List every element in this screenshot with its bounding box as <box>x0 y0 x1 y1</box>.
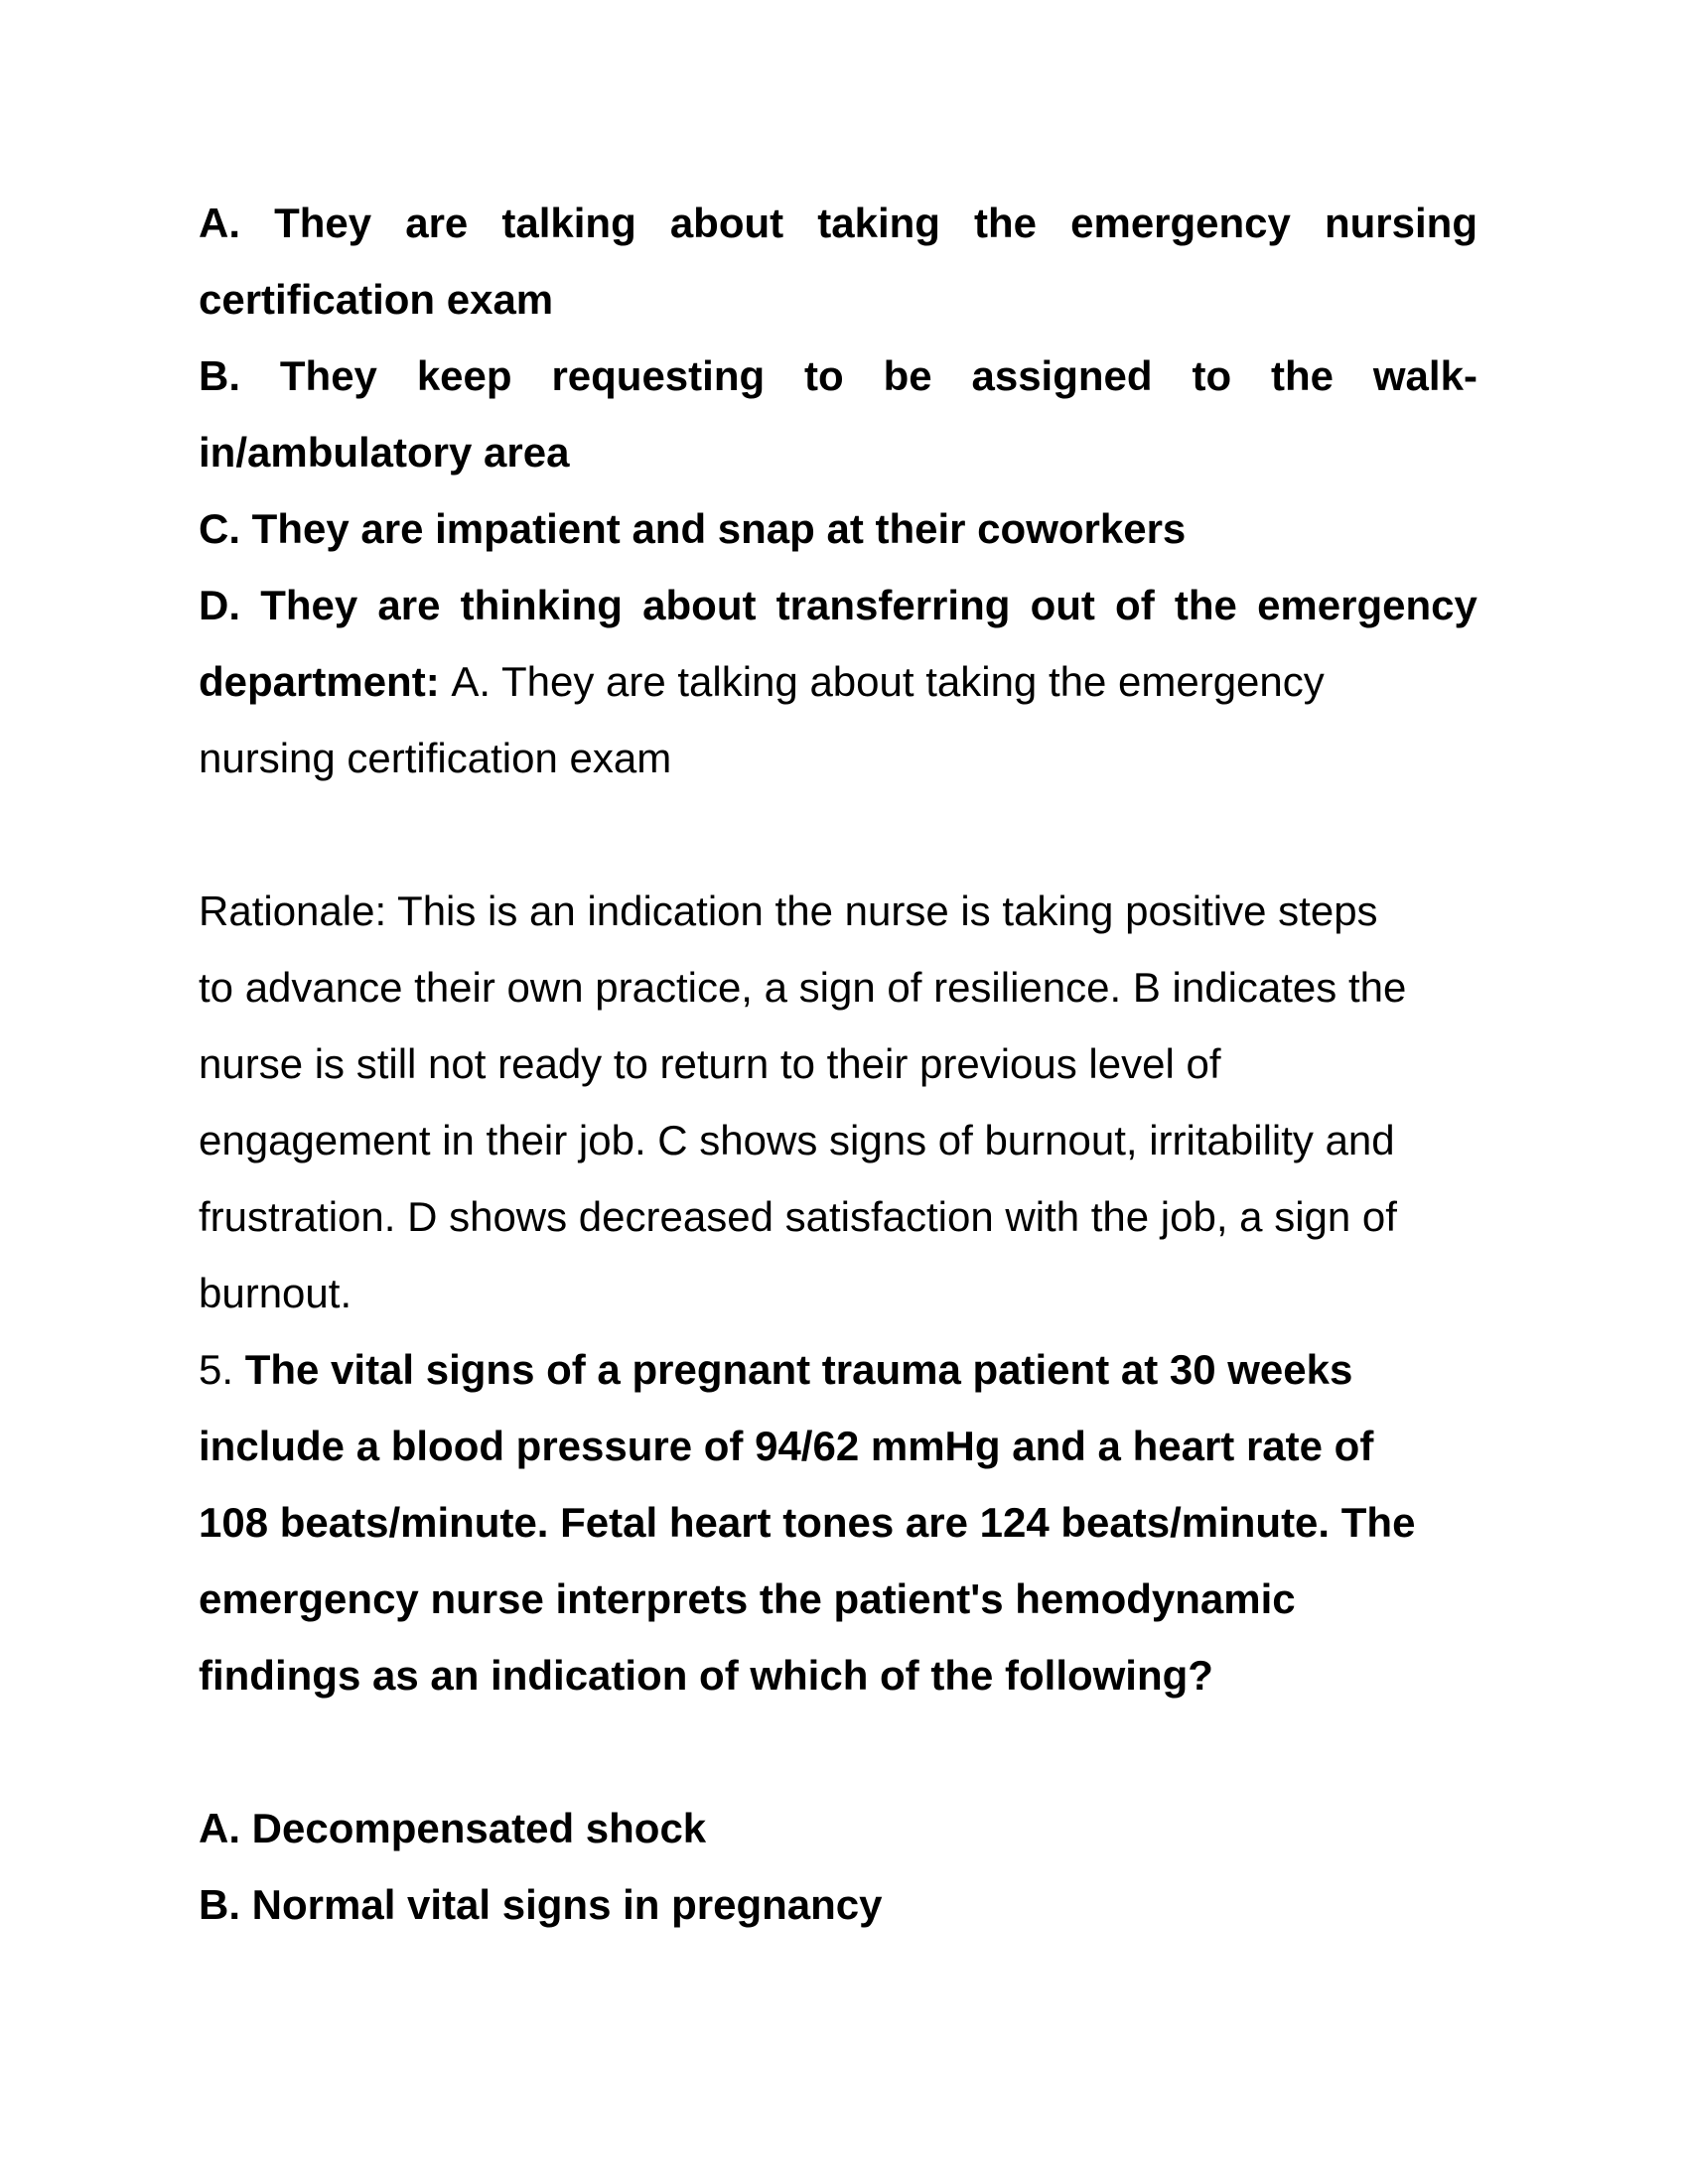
word: to <box>1192 352 1232 399</box>
blank-line-2 <box>199 1713 1477 1790</box>
word: out <box>1030 582 1095 628</box>
rationale-line-5 <box>199 1178 1477 1255</box>
word: nursing <box>1325 200 1477 246</box>
word: emergency <box>1070 200 1291 246</box>
word: They <box>260 582 358 628</box>
text-segment: C. They are impatient and snap at their coworkers <box>199 505 1187 552</box>
text-segment: B. Normal vital signs in pregnancy <box>199 1881 883 1928</box>
question-5-line-3 <box>199 1484 1477 1561</box>
question-5-line-1 <box>199 1331 1477 1408</box>
word: B. <box>199 352 240 399</box>
option-d-answer-line <box>199 643 1477 720</box>
text-segment: A. Decompensated shock <box>199 1805 707 1851</box>
word: keep <box>416 352 512 399</box>
text-segment: nurse is still not ready to return to their previous level of <box>199 1040 1221 1087</box>
word: the <box>1271 352 1334 399</box>
question-5-line-2 <box>199 1408 1477 1484</box>
word: emergency <box>1257 582 1477 628</box>
option-b-line-1 <box>199 338 1477 414</box>
q5-option-b-line <box>199 1866 1477 1943</box>
q5-option-a-line <box>199 1790 1477 1866</box>
rationale-line-3 <box>199 1025 1477 1102</box>
rationale-line-6 <box>199 1255 1477 1331</box>
text-segment: department: <box>199 658 452 705</box>
word: about <box>642 582 757 628</box>
text-segment: burnout. <box>199 1270 352 1316</box>
word: are <box>405 200 469 246</box>
text-segment: 108 beats/minute. Fetal heart tones are 124 beats/minute. The <box>199 1499 1416 1546</box>
word: walk- <box>1372 352 1477 399</box>
option-d-line-1 <box>199 567 1477 643</box>
word: taking <box>817 200 940 246</box>
word: to <box>804 352 844 399</box>
rationale-line-1 <box>199 873 1477 949</box>
word: transferring <box>775 582 1011 628</box>
word: are <box>377 582 441 628</box>
word: of <box>1115 582 1155 628</box>
rationale-line-4 <box>199 1102 1477 1178</box>
blank-line-1 <box>199 796 1477 873</box>
text-segment: nursing certification exam <box>199 735 672 781</box>
text-segment: A. They are talking about taking the emergency <box>451 658 1325 705</box>
text-segment: Rationale: This is an indication the nurse is taking positive steps <box>199 887 1378 934</box>
text-segment: emergency nurse interprets the patient's hemodynamic <box>199 1575 1296 1622</box>
option-a-line-2 <box>199 261 1477 338</box>
answer-continuation-line <box>199 720 1477 796</box>
text-segment: certification exam <box>199 276 554 323</box>
word: thinking <box>460 582 623 628</box>
word: the <box>1174 582 1237 628</box>
word: about <box>669 200 784 246</box>
word: They <box>274 200 372 246</box>
option-a-line-1 <box>199 185 1477 261</box>
word: requesting <box>551 352 766 399</box>
option-b-line-2 <box>199 414 1477 490</box>
text-segment: frustration. D shows decreased satisfaction with the job, a sign of <box>199 1193 1397 1240</box>
question-5-line-4 <box>199 1561 1477 1637</box>
word: be <box>883 352 932 399</box>
word: the <box>974 200 1038 246</box>
text-segment: The vital signs of a pregnant trauma patient at 30 weeks <box>244 1346 1353 1393</box>
word: A. <box>199 200 240 246</box>
word: talking <box>501 200 636 246</box>
text-segment: in/ambulatory area <box>199 429 570 476</box>
text-segment: engagement in their job. C shows signs of burnout, irritability and <box>199 1117 1395 1163</box>
question-5-line-5 <box>199 1637 1477 1713</box>
text-segment: to advance their own practice, a sign of resilience. B indicates the <box>199 964 1407 1011</box>
document-text-block <box>199 185 1477 1943</box>
rationale-line-2 <box>199 949 1477 1025</box>
word: assigned <box>971 352 1153 399</box>
word: They <box>279 352 377 399</box>
text-segment: include a blood pressure of 94/62 mmHg and a heart rate of <box>199 1423 1374 1469</box>
option-c-line <box>199 490 1477 567</box>
word: D. <box>199 582 240 628</box>
text-segment: findings as an indication of which of the following? <box>199 1652 1213 1699</box>
text-segment: 5. <box>199 1346 245 1393</box>
